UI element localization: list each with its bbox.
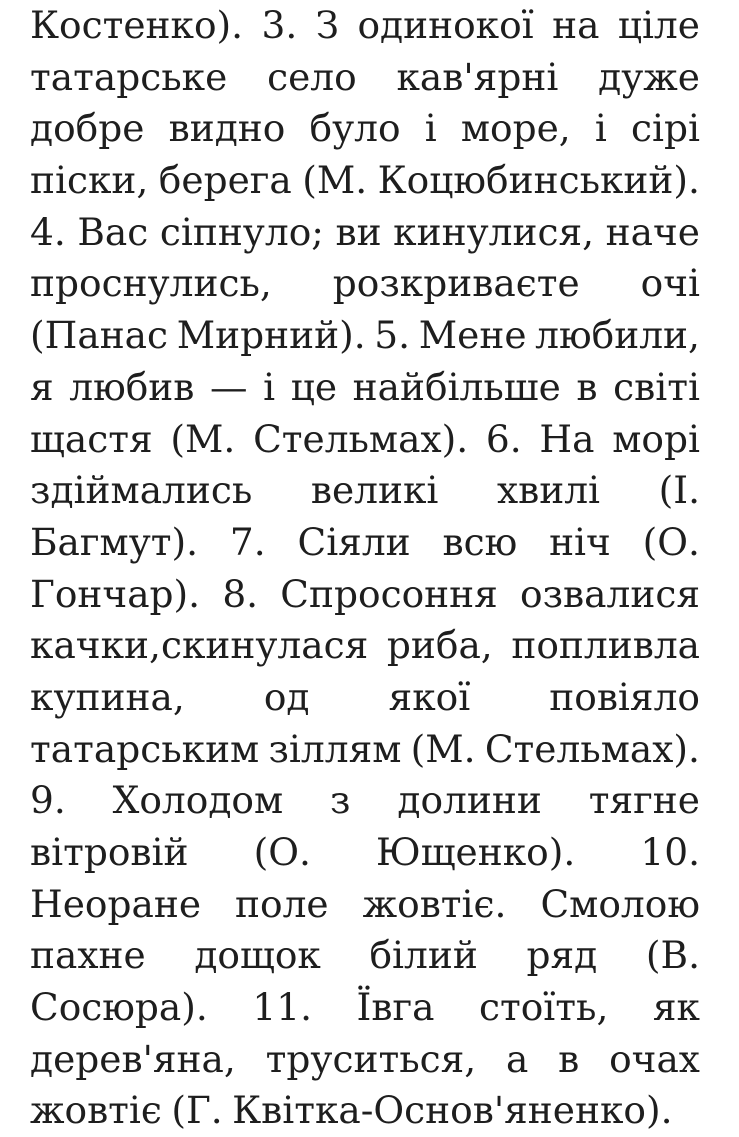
word: татарським	[30, 726, 260, 771]
word: (М.	[302, 158, 368, 203]
word: 8.	[222, 571, 259, 616]
word: морі	[612, 416, 700, 461]
text-line	[30, 672, 700, 724]
word: стоїть,	[478, 985, 609, 1030]
word: добре	[30, 106, 145, 151]
text-line	[30, 414, 700, 466]
word: 10.	[640, 830, 700, 874]
word: в	[558, 1036, 580, 1081]
word: повіяло	[549, 674, 700, 719]
word: на	[552, 3, 600, 47]
word: Спросоння	[280, 571, 498, 616]
word: Вас	[77, 209, 149, 254]
word: село	[267, 54, 357, 99]
word: дощок	[194, 933, 321, 978]
text-line	[30, 207, 700, 259]
word: долини	[397, 778, 542, 823]
text-line	[30, 310, 700, 362]
word: Коцюбинський).	[377, 158, 700, 203]
word: очі	[640, 261, 700, 306]
word: кав'ярні	[396, 54, 559, 99]
word: Сіяли	[297, 519, 411, 564]
word: качки,скинулася	[30, 623, 369, 668]
text-line	[30, 775, 700, 827]
word: Неоране	[30, 881, 202, 926]
word: Мирний).	[176, 313, 366, 358]
text-line	[30, 103, 700, 155]
word: ціле	[617, 3, 700, 47]
text-line	[30, 879, 700, 931]
word: поле	[235, 881, 329, 926]
word: риба,	[386, 623, 493, 668]
word: ніч	[549, 519, 611, 564]
word: Ющенко).	[375, 830, 576, 874]
word: Ївга	[356, 985, 435, 1030]
word: і	[263, 364, 276, 409]
word: видно	[168, 106, 286, 151]
text-line	[30, 362, 700, 414]
text-line	[30, 155, 700, 207]
word: сіпнуло;	[159, 209, 324, 254]
word: Костенко).	[30, 3, 244, 47]
word: 3.	[261, 3, 298, 47]
word: Холодом	[112, 778, 284, 823]
word: труситься,	[265, 1036, 477, 1081]
word: любив	[69, 364, 195, 409]
word: великі	[310, 468, 439, 513]
word: 6.	[485, 416, 522, 461]
word: проснулись,	[30, 261, 272, 306]
word: кинулися,	[393, 209, 595, 254]
word: (М.	[170, 416, 236, 461]
word: дерев'яна,	[30, 1036, 236, 1081]
word: (Г.	[171, 1088, 223, 1133]
word: сірі	[631, 106, 700, 151]
word: Смолою	[540, 881, 700, 926]
word: як	[652, 985, 700, 1030]
word: З	[315, 3, 340, 47]
word: 7.	[229, 519, 266, 564]
text-line	[30, 1034, 700, 1086]
word: тягне	[588, 778, 700, 823]
word: Гончар).	[30, 571, 201, 616]
word: розкриваєте	[332, 261, 580, 306]
word: (Панас	[30, 313, 169, 358]
word: з	[330, 778, 351, 823]
word: всю	[442, 519, 518, 564]
word: було	[309, 106, 401, 151]
text-line	[30, 930, 700, 982]
text-line	[30, 258, 700, 310]
word: Мене	[418, 313, 527, 358]
word: якої	[388, 674, 471, 719]
word: очах	[609, 1036, 700, 1081]
text-line	[30, 724, 700, 776]
word: 4.	[30, 209, 66, 254]
word: ряд	[526, 933, 598, 978]
word: білий	[369, 933, 478, 978]
word: я	[30, 364, 54, 409]
word: жовтіє	[30, 1088, 162, 1133]
word: берега	[158, 158, 292, 203]
text-line	[30, 0, 700, 52]
word: (М.	[410, 726, 476, 771]
text-line	[30, 620, 700, 672]
text-line	[30, 517, 700, 569]
word: попливла	[511, 623, 700, 668]
word: (І.	[658, 468, 700, 513]
word: Квітка-Основ'яненко).	[232, 1088, 673, 1133]
document-text	[30, 0, 700, 1137]
word: піски,	[30, 158, 149, 203]
word: Стельмах).	[253, 416, 469, 461]
text-line	[30, 982, 700, 1034]
word: ви	[335, 209, 382, 254]
word: одинокої	[357, 3, 534, 47]
word: жовтіє.	[362, 881, 507, 926]
word: в	[576, 364, 598, 409]
word: це	[290, 364, 338, 409]
word: і	[594, 106, 607, 151]
word: море,	[460, 106, 571, 151]
word: На	[539, 416, 595, 461]
word: —	[210, 364, 248, 409]
word: наче	[605, 209, 700, 254]
word: любили,	[535, 313, 700, 358]
text-line	[30, 465, 700, 517]
word: дуже	[598, 54, 700, 99]
word: зіллям	[268, 726, 402, 771]
word: (О.	[253, 830, 311, 874]
text-line	[30, 569, 700, 621]
word: Стельмах).	[484, 726, 700, 771]
word: 5.	[374, 313, 411, 358]
word: (О.	[642, 519, 700, 564]
text-line	[30, 52, 700, 104]
word: Багмут).	[30, 519, 199, 564]
word: здіймались	[30, 468, 253, 513]
word: 9.	[30, 778, 66, 823]
word: вітровій	[30, 830, 189, 874]
word: купина,	[30, 674, 185, 719]
word: світі	[613, 364, 700, 409]
text-line	[30, 1085, 700, 1137]
word: а	[506, 1036, 529, 1081]
word: татарське	[30, 54, 228, 99]
text-line	[30, 827, 700, 879]
word: Сосюра).	[30, 985, 208, 1030]
word: і	[424, 106, 437, 151]
word: хвилі	[496, 468, 601, 513]
word: озвалися	[520, 571, 700, 616]
word: найбільше	[352, 364, 561, 409]
word: од	[263, 674, 310, 719]
word: 11.	[252, 985, 312, 1030]
word: (В.	[645, 933, 700, 978]
word: щастя	[30, 416, 153, 461]
word: пахне	[30, 933, 146, 978]
